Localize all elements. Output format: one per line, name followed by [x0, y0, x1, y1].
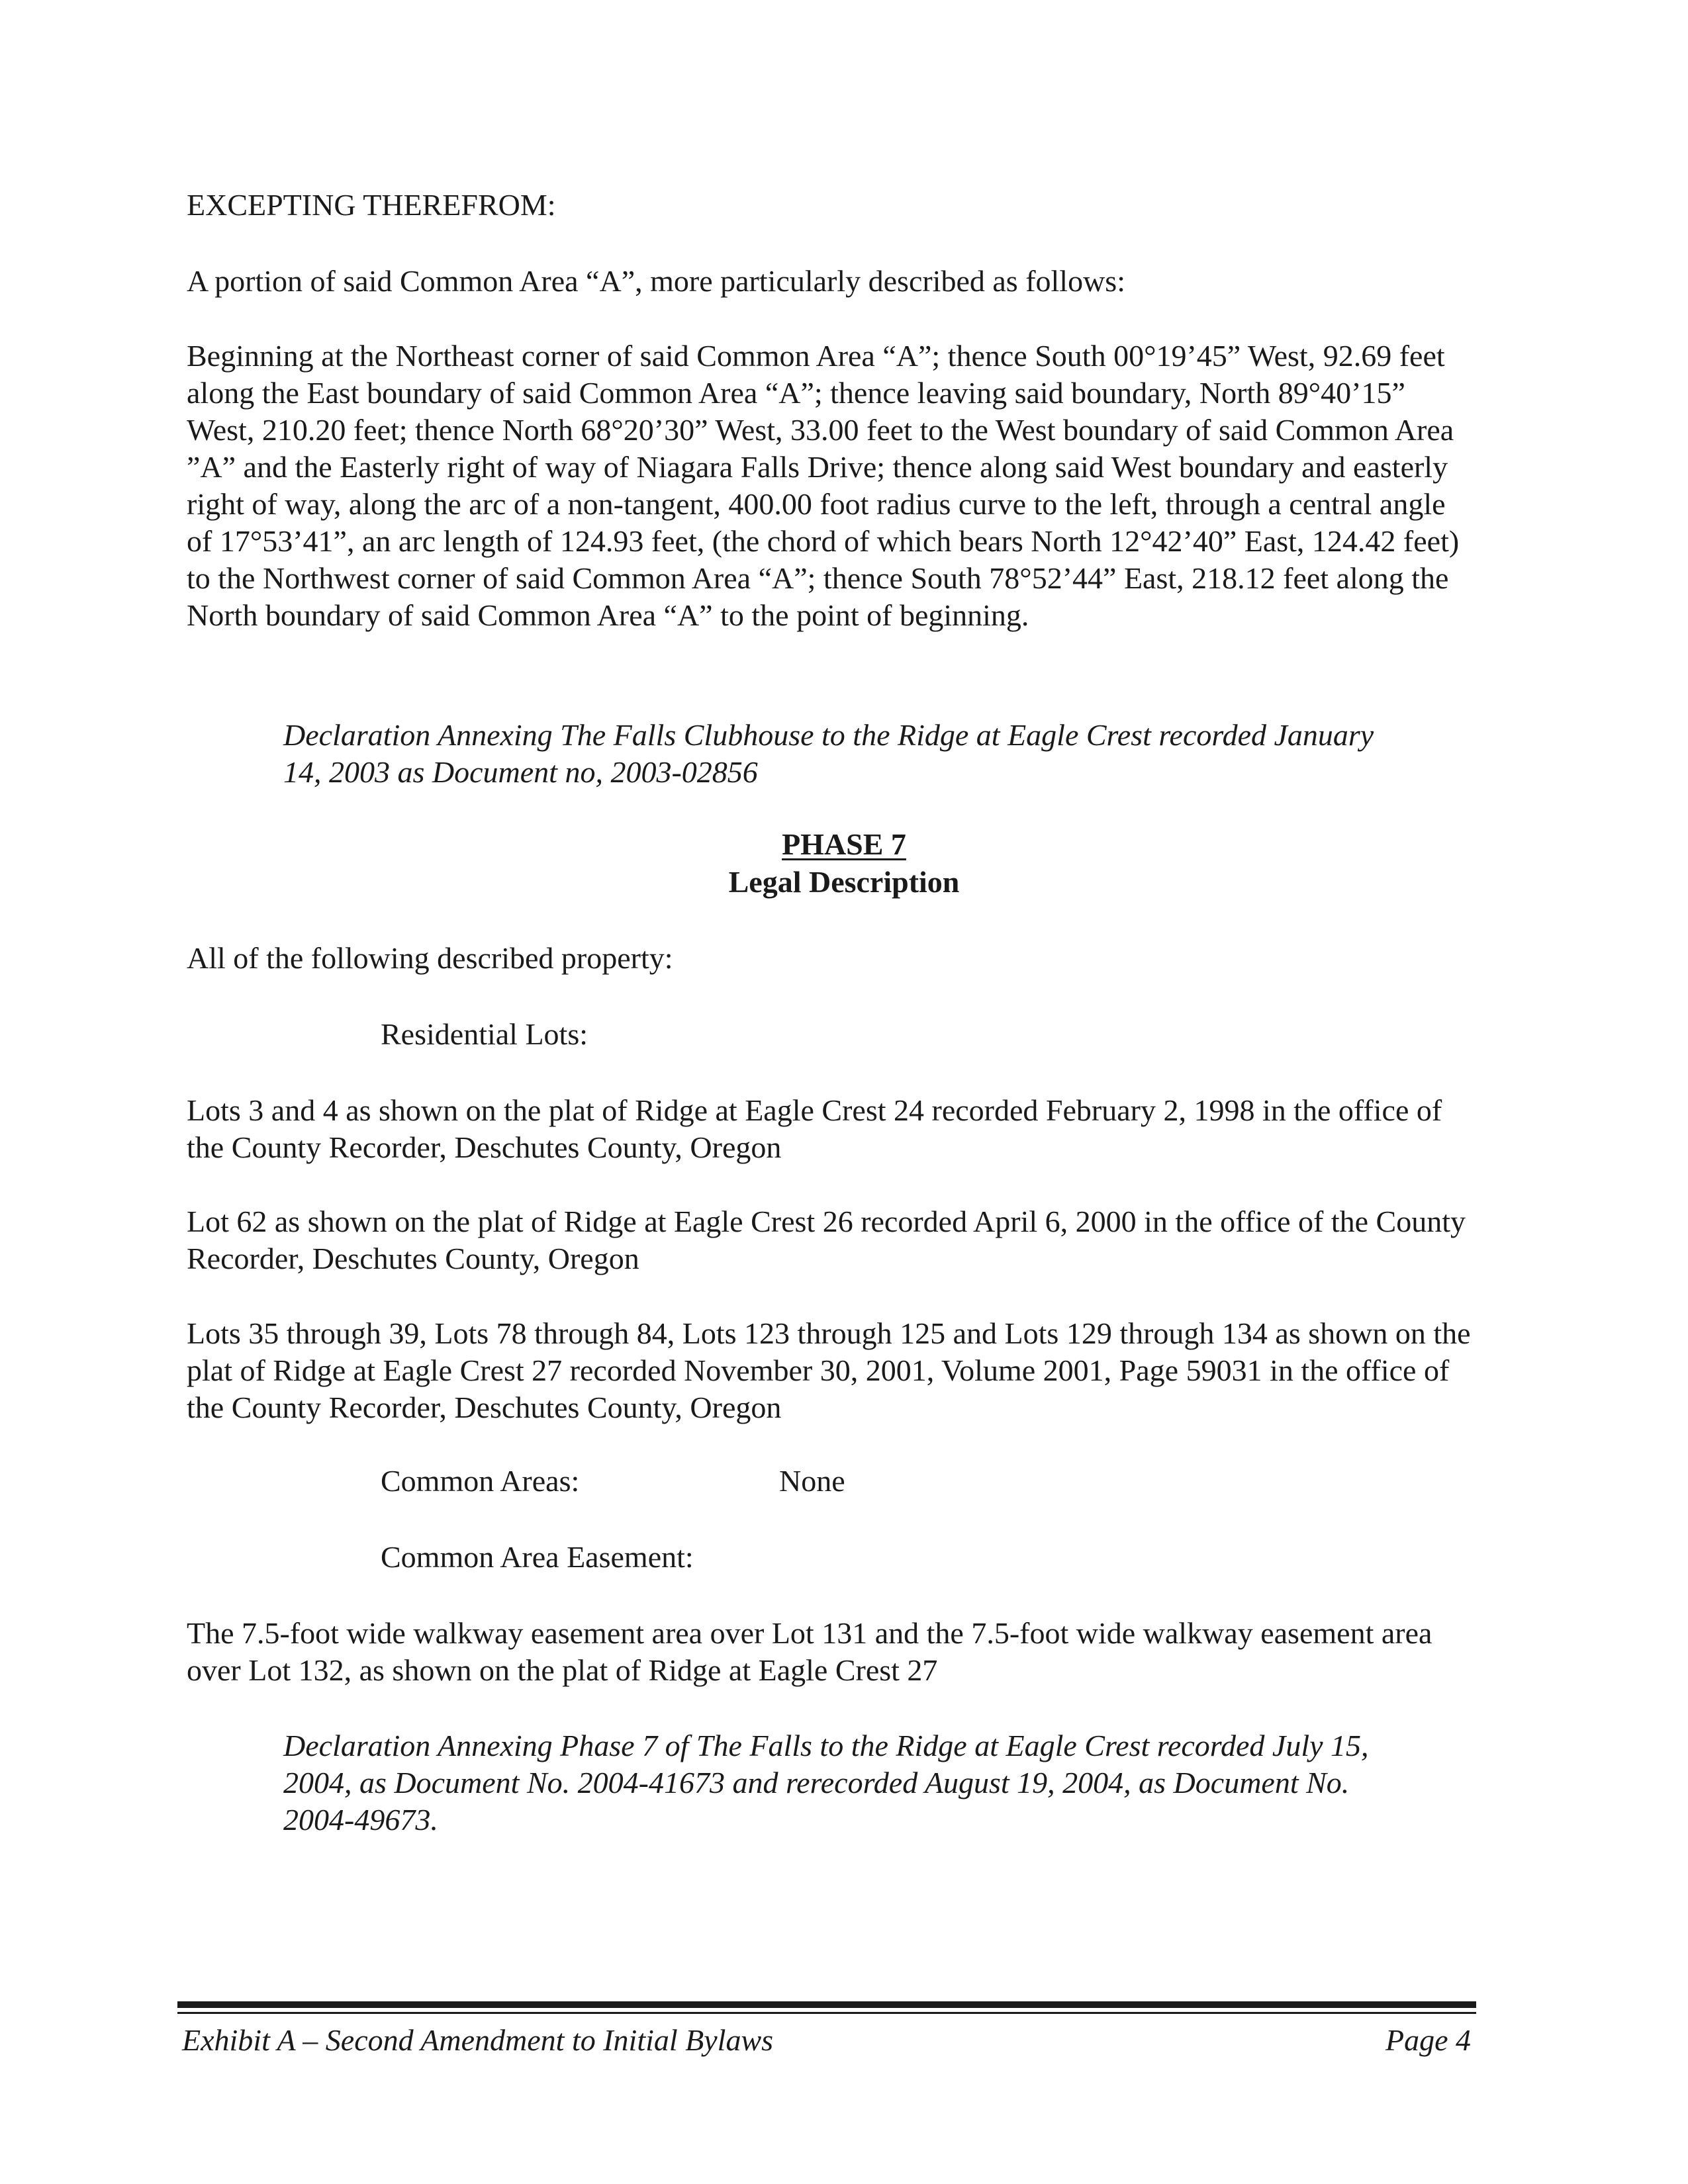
footer-rule-thin: [177, 2012, 1476, 2014]
common-areas-value: None: [779, 1464, 845, 1498]
footer-rule-thick: [177, 2001, 1476, 2008]
common-areas-row: [381, 1463, 1374, 1500]
lots-paragraph-1: Lots 3 and 4 as shown on the plat of Ridge at Eagle Crest 24 recorded February 2, 1998 in the office of the County Recorder, Deschutes County, Oregon: [187, 1093, 1442, 1164]
lots-paragraph-2: Lot 62 as shown on the plat of Ridge at Eagle Crest 26 recorded April 6, 2000 in the office of the County Recorder, Deschutes County, Oregon: [187, 1205, 1466, 1275]
common-areas-label: Common Areas:: [381, 1464, 580, 1498]
lots-paragraph-3: Lots 35 through 39, Lots 78 through 84, Lots 123 through 125 and Lots 129 through 134 as shown on the plat of Ridge at Eagle Crest 27 recorded November 30, 2001, Volume 2001, Page 59031 in the office of the County Recorder, Deschutes County, Oregon: [187, 1316, 1471, 1424]
footer-page-number: Page 4: [1385, 2023, 1471, 2057]
phase-title-text: PHASE 7: [782, 827, 906, 861]
phase-subtitle: Legal Description: [728, 865, 960, 899]
phase-citation: Declaration Annexing Phase 7 of The Falls to the Ridge at Eagle Crest recorded July 15, 2004, as Document No. 2004-41673 and rerecorded August 19, 2004, as Document No. 2004-49673.: [283, 1729, 1369, 1837]
common-area-easement-label: Common Area Easement:: [381, 1540, 694, 1574]
excepting-heading: EXCEPTING THEREFROM:: [187, 188, 556, 222]
excepting-description: Beginning at the Northeast corner of said Common Area “A”; thence South 00°19’45” West, 92.69 feet along the East boundary of said Common Area “A”; thence leaving said boundary, North 89°40’15” West, 210.20 feet; thence North 68°20’30” West, 33.00 feet to the West boundary of said Common Area ”A” and the Easterly right of way of Niagara Falls Drive; thence along said West boundary and easterly right of way, along the arc of a non-tangent, 400.00 foot radius curve to the left, through a central angle of 17°53’41”, an arc length of 124.93 feet, (the chord of which bears North 12°42’40” East, 124.42 feet) to the Northwest corner of said Common Area “A”; thence South 78°52’44” East, 218.12 feet along the North boundary of said Common Area “A” to the point of beginning.: [187, 339, 1460, 632]
easement-paragraph: The 7.5-foot wide walkway easement area over Lot 131 and the 7.5-foot wide walkway easement area over Lot 132, as shown on the plat of Ridge at Eagle Crest 27: [187, 1616, 1432, 1687]
residential-lots-label: Residential Lots:: [381, 1017, 588, 1051]
phase-intro: All of the following described property:: [187, 941, 673, 975]
excepting-intro: A portion of said Common Area “A”, more particularly described as follows:: [187, 264, 1125, 298]
excepting-citation: Declaration Annexing The Falls Clubhouse to the Ridge at Eagle Crest recorded January 14, 2003 as Document no, 2003-02856: [283, 718, 1374, 789]
footer-title: Exhibit A – Second Amendment to Initial Bylaws: [182, 2023, 774, 2057]
phase-title: [0, 826, 1688, 863]
